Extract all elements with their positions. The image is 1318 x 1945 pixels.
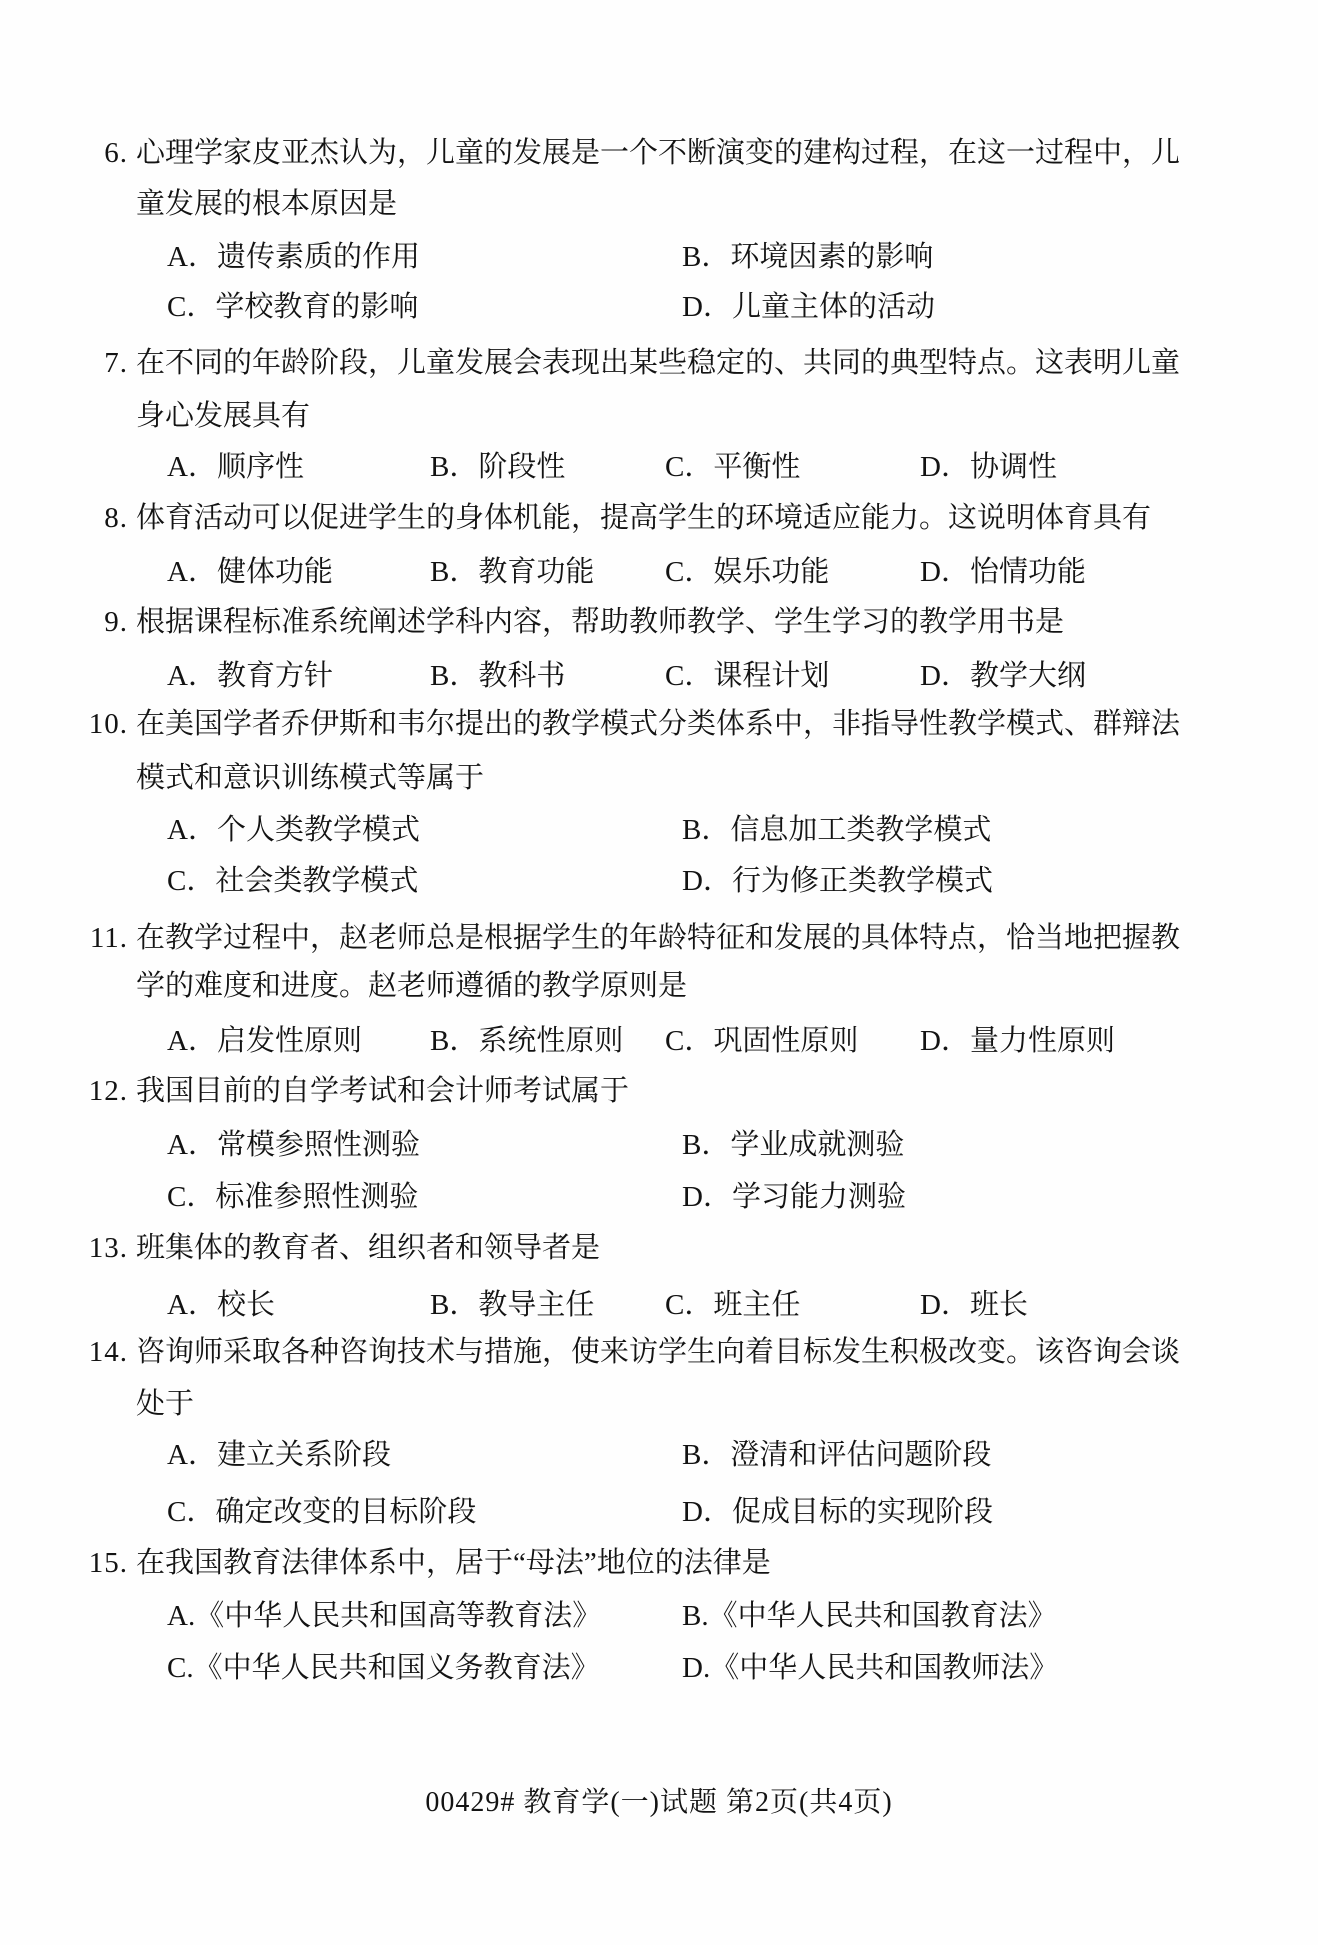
question-8-line-1 xyxy=(0,500,1318,540)
question-7-text: 在不同的年龄阶段，儿童发展会表现出某些稳定的、共同的典型特点。这表明儿童 xyxy=(136,347,1181,379)
question-7-option-b: B．阶段性 xyxy=(430,451,566,483)
question-11-line-1 xyxy=(0,920,1318,960)
question-9-options-row xyxy=(0,658,1318,698)
question-6-line-1 xyxy=(0,135,1318,175)
question-9-option-b: B．教科书 xyxy=(430,660,566,692)
question-12-number: 12. xyxy=(88,1075,128,1107)
question-11-option-d: D．量力性原则 xyxy=(920,1025,1115,1057)
question-13-option-c: C．班主任 xyxy=(665,1289,801,1321)
question-13-text: 班集体的教育者、组织者和领导者是 xyxy=(136,1232,601,1264)
question-6-options-row-2 xyxy=(0,289,1318,329)
question-6-option-a: A．遗传素质的作用 xyxy=(167,241,420,273)
question-11-options-row xyxy=(0,1023,1318,1063)
question-12-option-a: A．常模参照性测验 xyxy=(167,1129,420,1161)
question-7-option-d: D．协调性 xyxy=(920,451,1057,483)
question-10-options-row-1 xyxy=(0,812,1318,852)
question-12-options-row-1 xyxy=(0,1127,1318,1167)
question-14-number: 14. xyxy=(88,1336,128,1368)
question-10-number: 10. xyxy=(88,708,128,740)
question-15-option-b: B.《中华人民共和国教育法》 xyxy=(682,1600,1057,1632)
question-15-text: 在我国教育法律体系中，居于“母法”地位的法律是 xyxy=(136,1547,771,1579)
question-7-option-c: C．平衡性 xyxy=(665,451,801,483)
question-6-option-d: D．儿童主体的活动 xyxy=(682,291,935,323)
question-9-option-c: C．课程计划 xyxy=(665,660,830,692)
question-13-option-d: D．班长 xyxy=(920,1289,1028,1321)
question-14-text: 咨询师采取各种咨询技术与措施，使来访学生向着目标发生积极改变。该咨询会谈 xyxy=(136,1336,1181,1368)
question-6-line-2 xyxy=(0,186,1318,226)
question-9-option-d: D．教学大纲 xyxy=(920,660,1086,692)
question-14-option-c: C．确定改变的目标阶段 xyxy=(167,1496,477,1528)
question-12-option-b: B．学业成就测验 xyxy=(682,1129,905,1161)
page-footer: 00429# 教育学(一)试题 第2页(共4页) xyxy=(425,1787,893,1818)
question-8-options-row xyxy=(0,554,1318,594)
question-13-number: 13. xyxy=(88,1232,128,1264)
question-11-text-cont: 学的难度和进度。赵老师遵循的教学原则是 xyxy=(136,970,688,1002)
question-8-option-c: C．娱乐功能 xyxy=(665,556,830,588)
question-7-option-a: A．顺序性 xyxy=(167,451,304,483)
question-10-text: 在美国学者乔伊斯和韦尔提出的教学模式分类体系中，非指导性教学模式、群辩法 xyxy=(136,708,1181,740)
question-14-options-row-1 xyxy=(0,1437,1318,1477)
question-14-option-d: D．促成目标的实现阶段 xyxy=(682,1496,993,1528)
question-13-options-row xyxy=(0,1287,1318,1327)
question-13-option-a: A．校长 xyxy=(167,1289,275,1321)
question-6-options-row-1 xyxy=(0,239,1318,279)
question-12-option-d: D．学习能力测验 xyxy=(682,1181,906,1213)
question-11-option-b: B．系统性原则 xyxy=(430,1025,624,1057)
question-15-option-c: C.《中华人民共和国义务教育法》 xyxy=(167,1652,600,1684)
question-6-option-c: C．学校教育的影响 xyxy=(167,291,419,323)
question-14-line-2 xyxy=(0,1386,1318,1426)
question-8-text: 体育活动可以促进学生的身体机能，提高学生的环境适应能力。这说明体育具有 xyxy=(136,502,1152,534)
question-6-number: 6. xyxy=(104,137,128,169)
question-7-options-row xyxy=(0,449,1318,489)
question-10-option-d: D．行为修正类教学模式 xyxy=(682,865,993,897)
question-13-option-b: B．教导主任 xyxy=(430,1289,595,1321)
question-12-options-row-2 xyxy=(0,1179,1318,1219)
question-6-text-cont: 童发展的根本原因是 xyxy=(136,188,398,220)
question-15-options-row-1 xyxy=(0,1598,1318,1638)
question-12-option-c: C．标准参照性测验 xyxy=(167,1181,419,1213)
question-12-line-1 xyxy=(0,1073,1318,1113)
question-10-line-1 xyxy=(0,706,1318,746)
question-15-option-a: A.《中华人民共和国高等教育法》 xyxy=(167,1600,602,1632)
question-9-text: 根据课程标准系统阐述学科内容，帮助教师教学、学生学习的教学用书是 xyxy=(136,606,1065,638)
question-8-option-a: A．健体功能 xyxy=(167,556,333,588)
question-14-options-row-2 xyxy=(0,1494,1318,1534)
question-9-option-a: A．教育方针 xyxy=(167,660,333,692)
question-10-option-a: A．个人类教学模式 xyxy=(167,814,420,846)
question-10-line-2 xyxy=(0,760,1318,800)
question-7-text-cont: 身心发展具有 xyxy=(136,400,311,432)
question-9-line-1 xyxy=(0,604,1318,644)
question-11-number: 11. xyxy=(89,922,128,954)
question-6-option-b: B．环境因素的影响 xyxy=(682,241,934,273)
question-9-number: 9. xyxy=(104,606,128,638)
question-13-line-1 xyxy=(0,1230,1318,1270)
question-14-line-1 xyxy=(0,1334,1318,1374)
question-14-option-b: B．澄清和评估问题阶段 xyxy=(682,1439,992,1471)
question-14-option-a: A．建立关系阶段 xyxy=(167,1439,391,1471)
question-10-text-cont: 模式和意识训练模式等属于 xyxy=(136,762,485,794)
question-10-options-row-2 xyxy=(0,863,1318,903)
question-6-text: 心理学家皮亚杰认为，儿童的发展是一个不断演变的建构过程，在这一过程中，儿 xyxy=(136,137,1181,169)
question-7-number: 7. xyxy=(104,347,128,379)
question-11-option-c: C．巩固性原则 xyxy=(665,1025,859,1057)
question-7-line-1 xyxy=(0,345,1318,385)
question-8-option-b: B．教育功能 xyxy=(430,556,595,588)
question-15-line-1 xyxy=(0,1545,1318,1585)
question-7-line-2 xyxy=(0,398,1318,438)
question-10-option-b: B．信息加工类教学模式 xyxy=(682,814,992,846)
question-14-text-cont: 处于 xyxy=(136,1388,195,1420)
question-11-line-2 xyxy=(0,968,1318,1008)
question-15-number: 15. xyxy=(88,1547,128,1579)
question-15-option-d: D.《中华人民共和国教师法》 xyxy=(682,1652,1059,1684)
question-15-options-row-2 xyxy=(0,1650,1318,1690)
question-11-option-a: A．启发性原则 xyxy=(167,1025,362,1057)
question-8-number: 8. xyxy=(104,502,128,534)
question-8-option-d: D．怡情功能 xyxy=(920,556,1086,588)
question-11-text: 在教学过程中，赵老师总是根据学生的年龄特征和发展的具体特点，恰当地把握教 xyxy=(136,922,1181,954)
question-12-text: 我国目前的自学考试和会计师考试属于 xyxy=(136,1075,630,1107)
question-10-option-c: C．社会类教学模式 xyxy=(167,865,419,897)
